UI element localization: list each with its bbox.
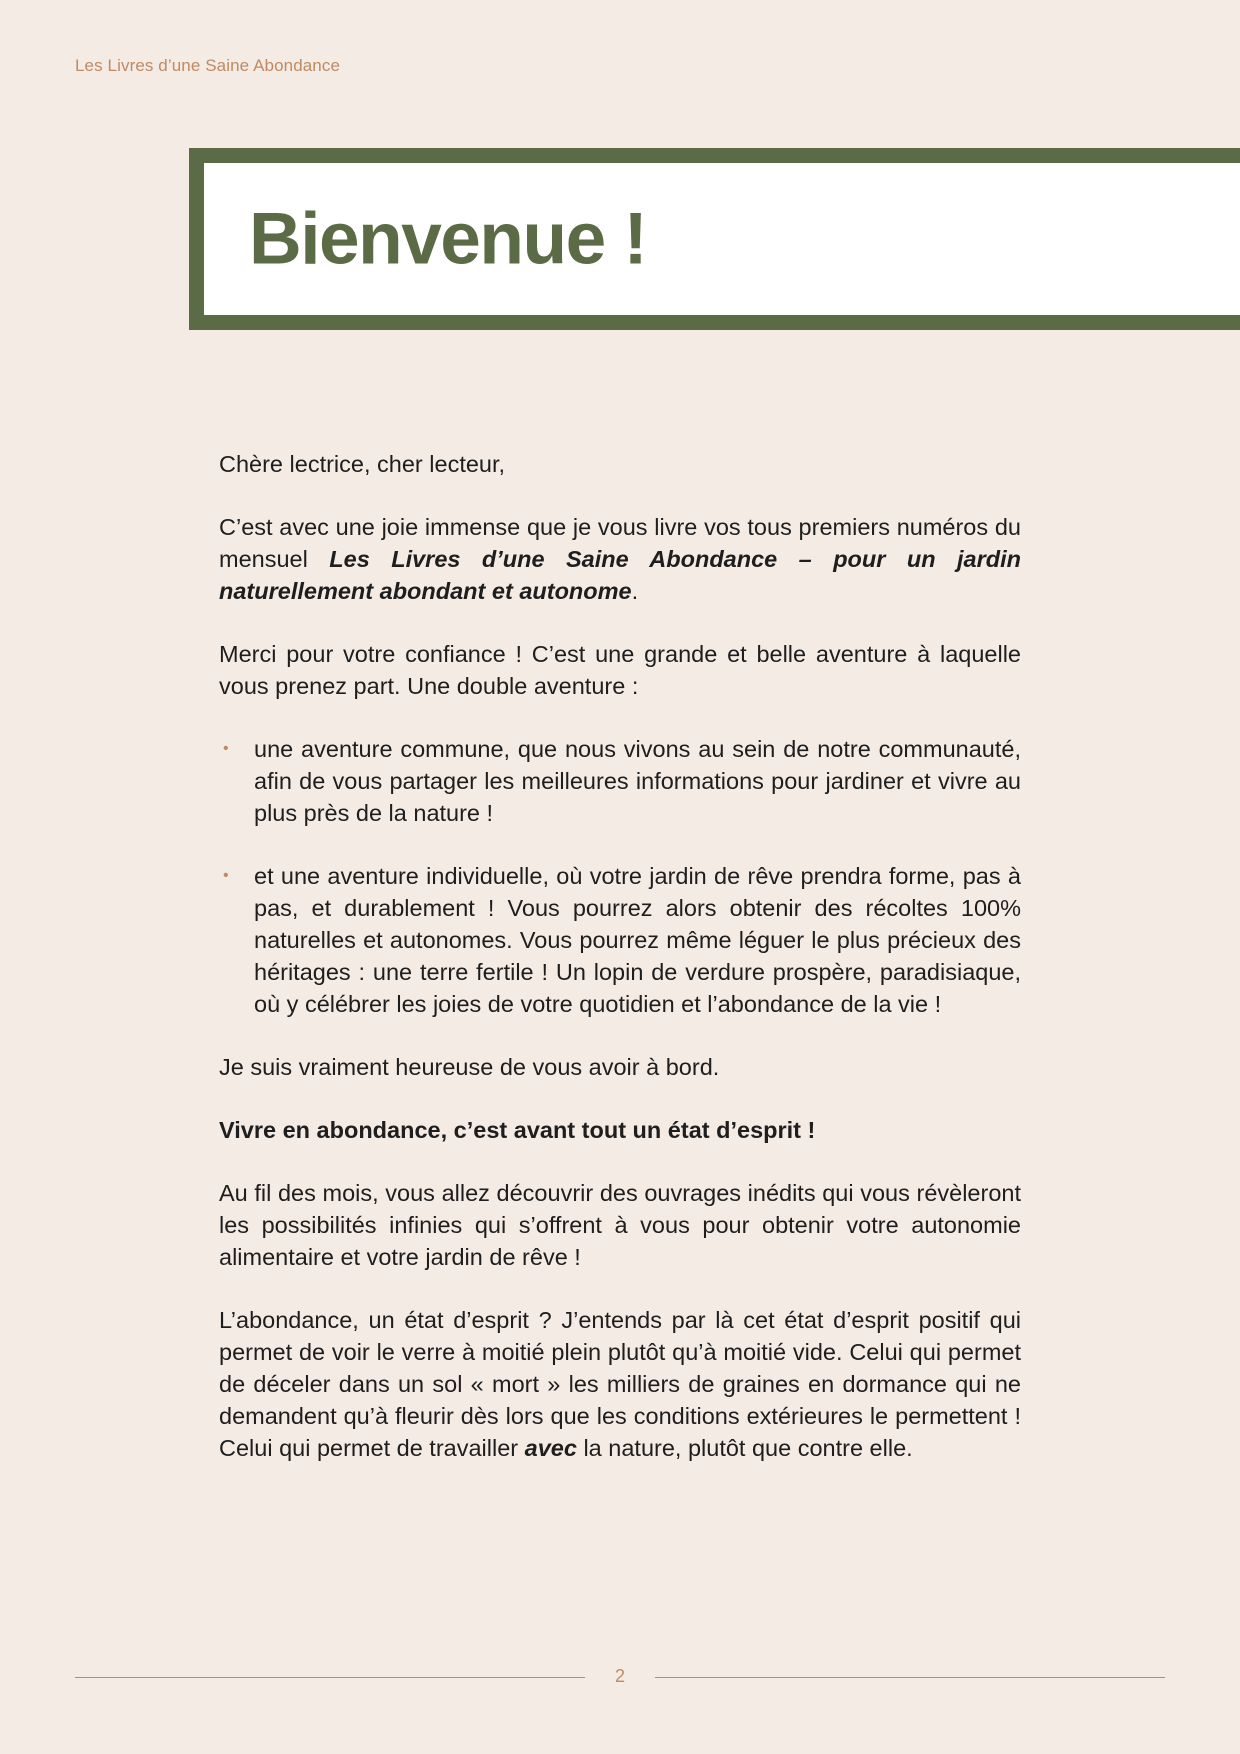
list-item xyxy=(219,860,1021,1020)
intro-paragraph xyxy=(219,511,1021,607)
page-number: 2 xyxy=(614,1666,625,1686)
publication-title: Les Livres d’une Saine Abondance – pour un jardin naturellement abondant et autonome xyxy=(219,546,1021,604)
discovery-paragraph: Au fil des mois, vous allez découvrir des ouvrages inédits qui vous révèleront les possibilités infinies qui s’offrent à vous pour obtenir votre autonomie alimentaire et votre jardin de rêve ! xyxy=(219,1180,1021,1270)
intro-text: C’est avec une joie immense que je vous livre vos tous premiers numéros du mensuel xyxy=(219,514,1021,572)
emphasis-word: avec xyxy=(524,1435,577,1461)
mindset-end: la nature, plutôt que contre elle. xyxy=(576,1435,913,1461)
bullet-icon: • xyxy=(223,867,229,884)
running-header: Les Livres d’une Saine Abondance xyxy=(75,56,341,75)
salutation: Chère lectrice, cher lecteur, xyxy=(219,451,506,477)
bullet-icon: • xyxy=(223,740,229,757)
thanks-paragraph: Merci pour votre confiance ! C’est une grande et belle aventure à laquelle vous prenez part. Une double aventure : xyxy=(219,641,1021,699)
adventure-list xyxy=(219,733,1021,1020)
footer-rule-left xyxy=(75,1677,585,1678)
list-item xyxy=(219,733,1021,829)
page-title: Bienvenue ! xyxy=(249,198,647,280)
footer-rule-right xyxy=(655,1677,1165,1678)
title-banner xyxy=(189,148,1240,330)
list-item-text: une aventure commune, que nous vivons au sein de notre communauté, afin de vous partager les meilleures informations pour jardiner et vivre au plus près de la nature ! xyxy=(254,736,1021,826)
list-item-text: et une aventure individuelle, où votre jardin de rêve prendra forme, pas à pas, et durablement ! Vous pourrez alors obtenir des récoltes 100% naturelles et autonomes. Vous pourrez même léguer le plus précieux des héritages : une terre fertile ! Un lopin de verdure prospère, paradisiaque, où y célébrer les joies de votre quotidien et l’abondance de la vie ! xyxy=(254,863,1021,1017)
mindset-paragraph xyxy=(219,1304,1021,1464)
body-content xyxy=(219,448,1021,1495)
welcome-aboard-paragraph: Je suis vraiment heureuse de vous avoir à bord. xyxy=(219,1054,720,1080)
mindset-text: L’abondance, un état d’esprit ? J’entends par là cet état d’esprit positif qui permet de voir le verre à moitié plein plutôt qu’à moitié vide. Celui qui permet de déceler dans un sol « mort » les milliers de graines en dormance qui ne demandent qu’à fleurir dès lors que les conditions extérieures le permettent ! Celui qui permet de travailler xyxy=(219,1307,1021,1461)
intro-end: . xyxy=(631,578,639,604)
bold-statement: Vivre en abondance, c’est avant tout un état d’esprit ! xyxy=(219,1117,816,1143)
